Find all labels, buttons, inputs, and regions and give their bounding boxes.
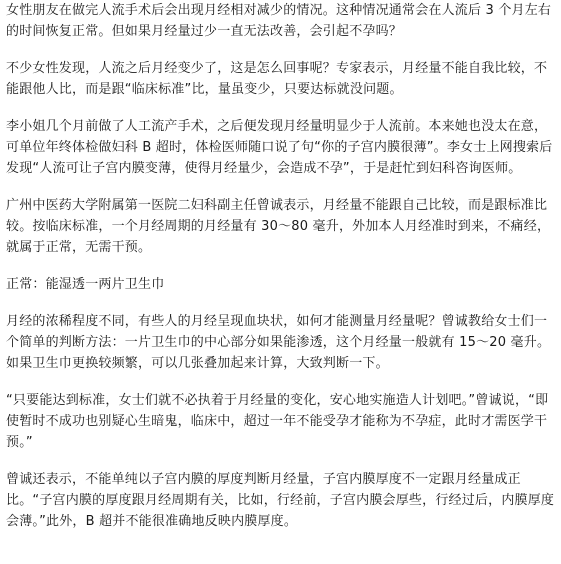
- paragraph-measurement-method: 月经的浓稀程度不同，有些人的月经呈现血块状，如何才能测量月经量呢？曾诚教给女士们一个简单的判断方法：一片卫生巾的中心部分如果能渗透，这个月经量一般就有 15～20 毫升。如果卫生巾更换较频繁，可以几张叠加起来计算，大致判断一下。: [6, 314, 551, 371]
- paragraph-case-story: 李小姐几个月前做了人工流产手术，之后便发现月经量明显少于人流前。本来她也没太在意，可单位年终体检做妇科 B 超时，体检医师随口说了句“你的子宫内膜很薄”。李女士上网搜索后发现“人流可让子宫内膜变薄，使得月经量少，会造成不孕”，于是赶忙到妇科咨询医师。: [6, 119, 553, 176]
- paragraph-expert-view: 不少女性发现，人流之后月经变少了，这是怎么回事呢？专家表示，月经量不能自我比较，不能跟他人比，而是跟“临床标准”比，量虽变少，只要达标就没问题。: [6, 61, 548, 97]
- paragraph-spacer: [6, 374, 555, 390]
- paragraph-spacer: [6, 42, 555, 58]
- paragraph-quote: “只要能达到标准，女士们就不必执着于月经量的变化，安心地实施造人计划吧。”曾诚说，“即使暂时不成功也别疑心生暗鬼，临床中，超过一年不能受孕才能称为不孕症，此时才需医学干预。”: [6, 393, 549, 450]
- paragraph-endometrium: 曾诚还表示，不能单纯以子宫内膜的厚度判断月经量，子宫内膜厚度不一定跟月经量成正比。“子宫内膜的厚度跟月经周期有关，比如，行经前，子宫内膜会厚些，行经过后，内膜厚度会薄。”此外，B 超并不能很准确地反映内膜厚度。: [6, 472, 555, 529]
- paragraph-spacer: [6, 453, 555, 469]
- paragraph-spacer: [6, 179, 555, 195]
- paragraph-spacer: [6, 100, 555, 116]
- paragraph-spacer: [6, 295, 555, 311]
- section-subheading: 正常：能湿透一两片卫生巾: [6, 277, 165, 292]
- paragraph-clinical-standard: 广州中医药大学附属第一医院二妇科副主任曾诚表示，月经量不能跟自己比较，而是跟标准比较。按临床标准，一个月经周期的月经量有 30～80 毫升，外加本人月经准时到来，不痛经，就属于正常，无需干预。: [6, 198, 551, 255]
- paragraph-spacer: [6, 258, 555, 274]
- paragraph-intro: 女性朋友在做完人流手术后会出现月经相对减少的情况。这种情况通常会在人流后 3 个月左右的时间恢复正常。但如果月经量过少一直无法改善，会引起不孕吗？: [6, 3, 552, 39]
